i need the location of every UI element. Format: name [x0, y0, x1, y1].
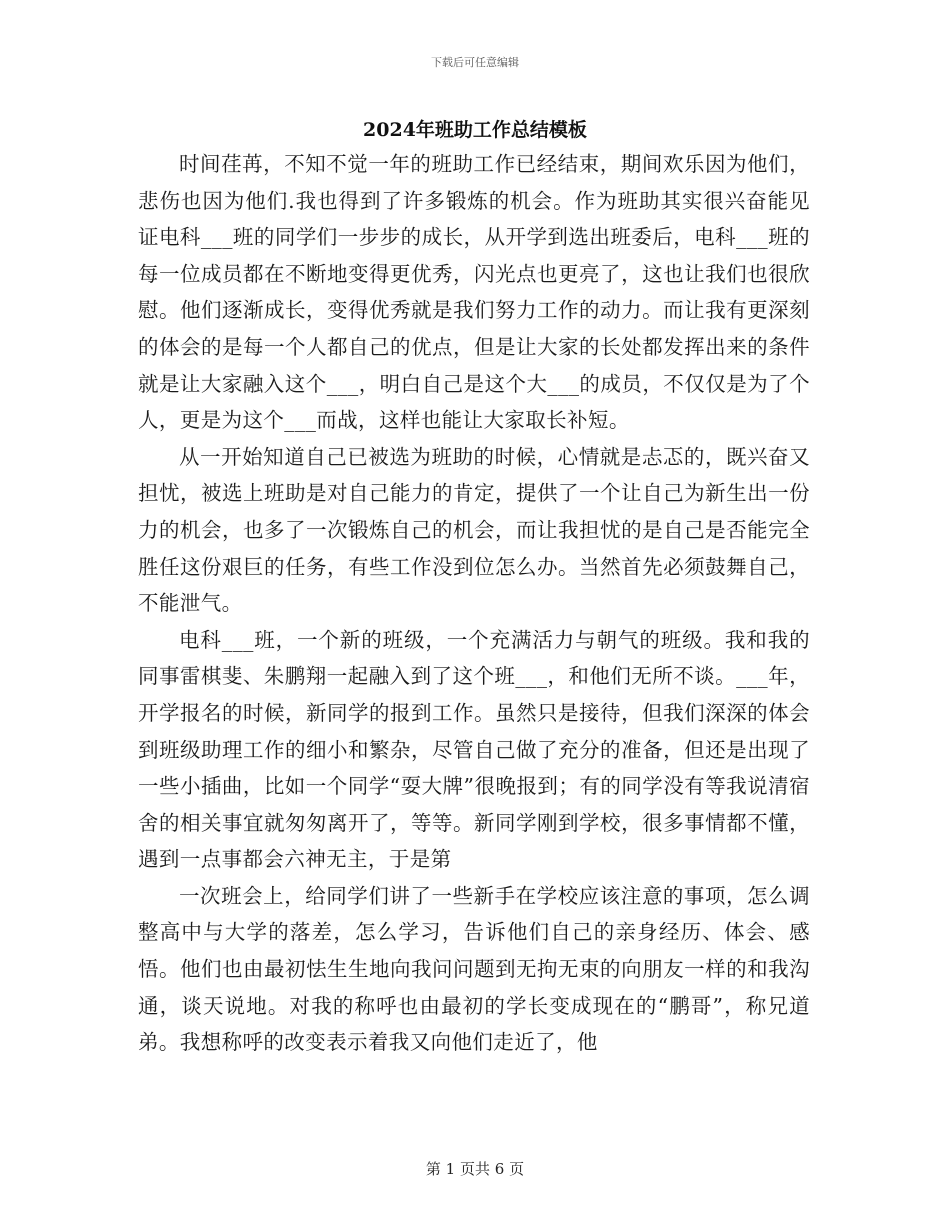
- paragraph-2: 从一开始知道自己已被选为班助的时候，心情就是忐忑的，既兴奋又担忧，被选上班助是对自己能力的肯定，提供了一个让自己为新生出一份力的机会，也多了一次锻炼自己的机会，而让我担忧的是自己是否能完全胜任这份艰巨的任务，有些工作没到位怎么办。当然首先必须鼓舞自己，不能泄气。: [138, 444, 810, 616]
- document-body: [138, 146, 810, 1061]
- page-number: 第 1 页共 6 页: [425, 1160, 525, 1178]
- document-title: 2024年班助工作总结模板: [363, 119, 587, 141]
- header-note: 下载后可任意编辑: [431, 56, 519, 69]
- paragraph-1: 时间荏苒，不知不觉一年的班助工作已经结束，期间欢乐因为他们，悲伤也因为他们.我也得到了许多锻炼的机会。作为班助其实很兴奋能见证电科___班的同学们一步步的成长，从开学到选出班委后，电科___班的每一位成员都在不断地变得更优秀，闪光点也更亮了，这也让我们也很欣慰。他们逐渐成长，变得优秀就是我们努力工作的动力。而让我有更深刻的体会的是每一个人都自己的优点，但是让大家的长处都发挥出来的条件就是让大家融入这个___，明白自己是这个大___的成员，不仅仅是为了个人，更是为这个___而战，这样也能让大家取长补短。: [138, 152, 810, 433]
- paragraph-4: 一次班会上，给同学们讲了一些新手在学校应该注意的事项，怎么调整高中与大学的落差，怎么学习，告诉他们自己的亲身经历、体会、感悟。他们也由最初怯生生地向我问问题到无拘无束的向朋友一样的和我沟通，谈天说地。对我的称呼也由最初的学长变成现在的“鹏哥”，称兄道弟。我想称呼的改变表示着我又向他们走近了，他: [138, 883, 810, 1055]
- paragraph-3: 电科___班，一个新的班级，一个充满活力与朝气的班级。我和我的同事雷棋斐、朱鹏翔一起融入到了这个班___，和他们无所不谈。___年，开学报名的时候，新同学的报到工作。虽然只是接待，但我们深深的体会到班级助理工作的细小和繁杂，尽管自己做了充分的准备，但还是出现了一些小插曲，比如一个同学“耍大牌”很晚报到；有的同学没有等我说清宿舍的相关事宜就匆匆离开了，等等。新同学刚到学校，很多事情都不懂，遇到一点事都会六神无主，于是第: [138, 627, 810, 872]
